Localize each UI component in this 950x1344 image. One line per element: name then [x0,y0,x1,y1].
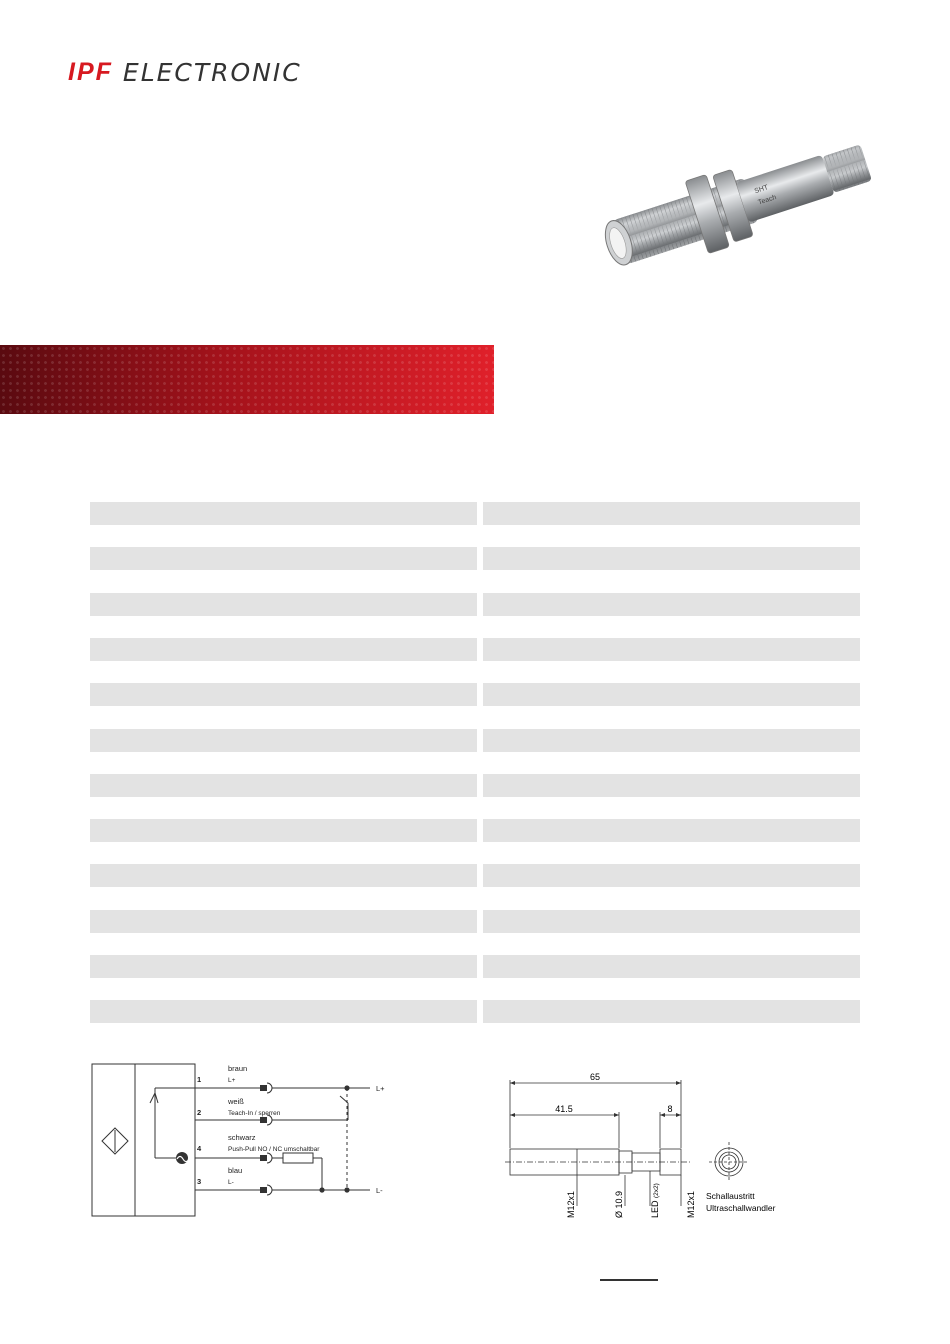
pin-1-color: braun [228,1064,248,1073]
pin-3-number: 3 [197,1177,202,1186]
dimension-drawing [505,1068,805,1228]
spec-label-cell [90,547,477,570]
spec-row [90,502,860,525]
spec-label-cell [90,774,477,797]
spec-row [90,593,860,616]
pin-4-function: Push-Pull NO / NC umschaltbar [228,1146,320,1153]
dim-end-length: 8 [667,1104,673,1114]
spec-label-cell [90,593,477,616]
spec-label-cell [90,955,477,978]
spec-value-cell [483,910,860,933]
dim-led-count: (2x2) [653,1183,660,1198]
spec-row [90,955,860,978]
pin-3-function: L- [228,1179,234,1186]
spec-label-cell [90,729,477,752]
dim-end-thread-label: M12x1 [686,1190,696,1218]
dim-led-label: LED [650,1200,660,1218]
spec-label-cell [90,819,477,842]
wiring-diagram [90,1058,420,1223]
spec-label-cell [90,864,477,887]
dim-total-length: 65 [589,1072,601,1082]
spec-row [90,819,860,842]
dim-thread-label: M12x1 [566,1190,576,1218]
logo-name: ELECTRONIC [122,57,302,87]
section-banner [0,345,494,414]
rail-minus-label: L- [376,1186,383,1195]
spec-value-cell [483,593,860,616]
spec-value-cell [483,547,860,570]
spec-label-cell [90,638,477,661]
pin-1-function: L+ [228,1077,236,1084]
svg-text:SHT: SHT [753,184,770,196]
banner-dot-pattern [0,345,494,414]
spec-label-cell [90,1000,477,1023]
pin-2-function: Teach-In / sperren [228,1110,281,1117]
pin-2-color: weiß [228,1097,244,1106]
front-view-label-1: Schallaustritt [706,1191,755,1201]
product-photo [580,120,900,270]
spec-row [90,547,860,570]
spec-value-cell [483,774,860,797]
spec-row [90,1000,860,1023]
logo-prefix: IPF [68,57,113,86]
spec-row [90,774,860,797]
spec-row [90,729,860,752]
spec-value-cell [483,864,860,887]
spec-row [90,864,860,887]
spec-value-cell [483,955,860,978]
footer-rule [600,1279,658,1281]
pin-2-number: 2 [197,1108,202,1117]
dim-thread-length: 41.5 [555,1104,573,1114]
spec-row [90,910,860,933]
front-view-label-2: Ultraschallwandler [706,1203,776,1213]
spec-value-cell [483,683,860,706]
spec-label-cell [90,910,477,933]
pin-1-number: 1 [197,1075,202,1084]
spec-value-cell [483,638,860,661]
dim-diameter-label: Ø 10.9 [614,1190,624,1218]
spec-value-cell [483,1000,860,1023]
spec-value-cell [483,502,860,525]
pin-4-number: 4 [197,1144,202,1153]
spec-value-cell [483,729,860,752]
spec-value-cell [483,819,860,842]
spec-label-cell [90,683,477,706]
brand-logo [68,54,302,90]
rail-plus-label: L+ [376,1084,385,1093]
pin-3-color: blau [228,1166,243,1175]
pin-4-color: schwarz [228,1133,256,1142]
svg-text:Teach: Teach [757,194,778,207]
spec-label-cell [90,502,477,525]
spec-row [90,683,860,706]
spec-row [90,638,860,661]
